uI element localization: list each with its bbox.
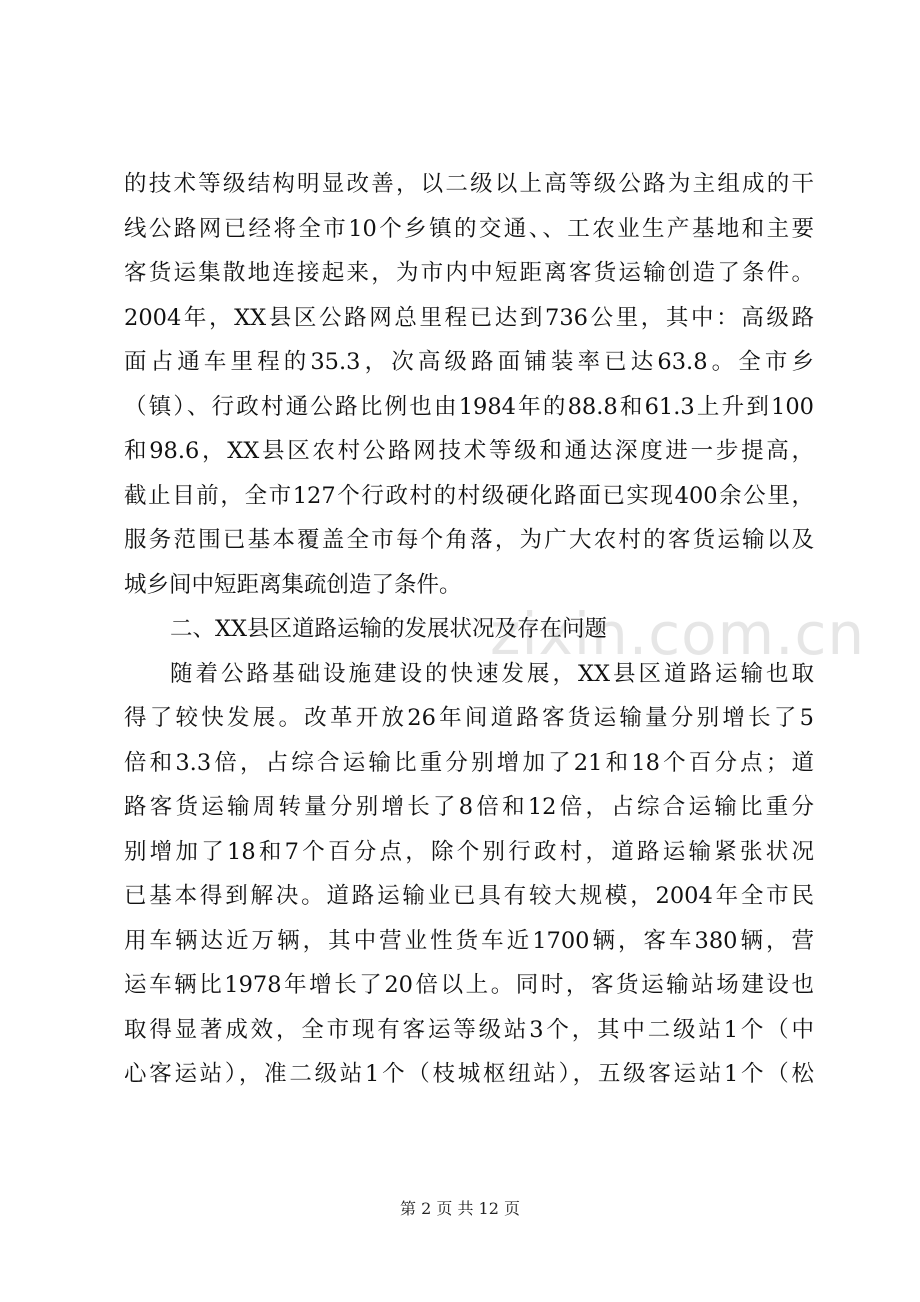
watermark: zixin.com.cn	[490, 600, 866, 668]
body-line-9: 服务范围已基本覆盖全市每个角落，为广大农村的客货运输以及	[124, 527, 814, 553]
body-line-16: 别增加了18和7个百分点，除个别行政村，道路运输紧张状况	[124, 838, 814, 865]
body-line-1: 的技术等级结构明显改善，以二级以上高等级公路为主组成的干	[124, 171, 814, 197]
body-line-5: 面占通车里程的35.3，次高级路面铺装率已达63.8。全市乡	[124, 349, 814, 375]
body-line-15: 路客货运输周转量分别增长了8倍和12倍，占综合运输比重分	[124, 794, 814, 820]
body-line-4: 2004年，XX县区公路网总里程已达到736公里，其中：高级路	[124, 304, 814, 331]
body-line-8: 截止目前，全市127个行政村的村级硬化路面已实现400余公里，	[124, 482, 814, 509]
body-line-6: （镇）、行政村通公路比例也由1984年的88.8和61.3上升到100	[124, 393, 814, 420]
body-line-19: 运车辆比1978年增长了20倍以上。同时，客货运输站场建设也	[124, 972, 814, 998]
body-line-7: 和98.6，XX县区农村公路网技术等级和通达深度进一步提高，	[124, 438, 814, 464]
body-line-14: 倍和3.3倍，占综合运输比重分别增加了21和18个百分点；道	[124, 749, 814, 776]
body-line-12: 随着公路基础设施建设的快速发展，XX县区道路运输也取	[170, 660, 814, 687]
body-line-21: 心客运站），准二级站1个（枝城枢纽站），五级客运站1个（松	[124, 1061, 814, 1087]
body-line-20: 取得显著成效，全市现有客运等级站3个，其中二级站1个（中	[124, 1016, 814, 1043]
section-heading: 二、XX县区道路运输的发展状况及存在问题	[170, 616, 608, 642]
body-line-2: 线公路网已经将全市10个乡镇的交通、、工农业生产基地和主要	[124, 215, 814, 242]
page-footer: 第 2 页 共 12 页	[400, 1199, 520, 1218]
body-line-18: 用车辆达近万辆，其中营业性货车近1700辆，客车380辆，营	[124, 927, 814, 954]
body-line-13: 得了较快发展。改革开放26年间道路客货运输量分别增长了5	[124, 705, 814, 731]
body-line-17: 已基本得到解决。道路运输业已具有较大规模，2004年全市民	[124, 883, 814, 909]
body-line-3: 客货运集散地连接起来，为市内中短距离客货运输创造了条件。	[124, 260, 814, 286]
body-line-10: 城乡间中短距离集疏创造了条件。	[124, 571, 462, 598]
